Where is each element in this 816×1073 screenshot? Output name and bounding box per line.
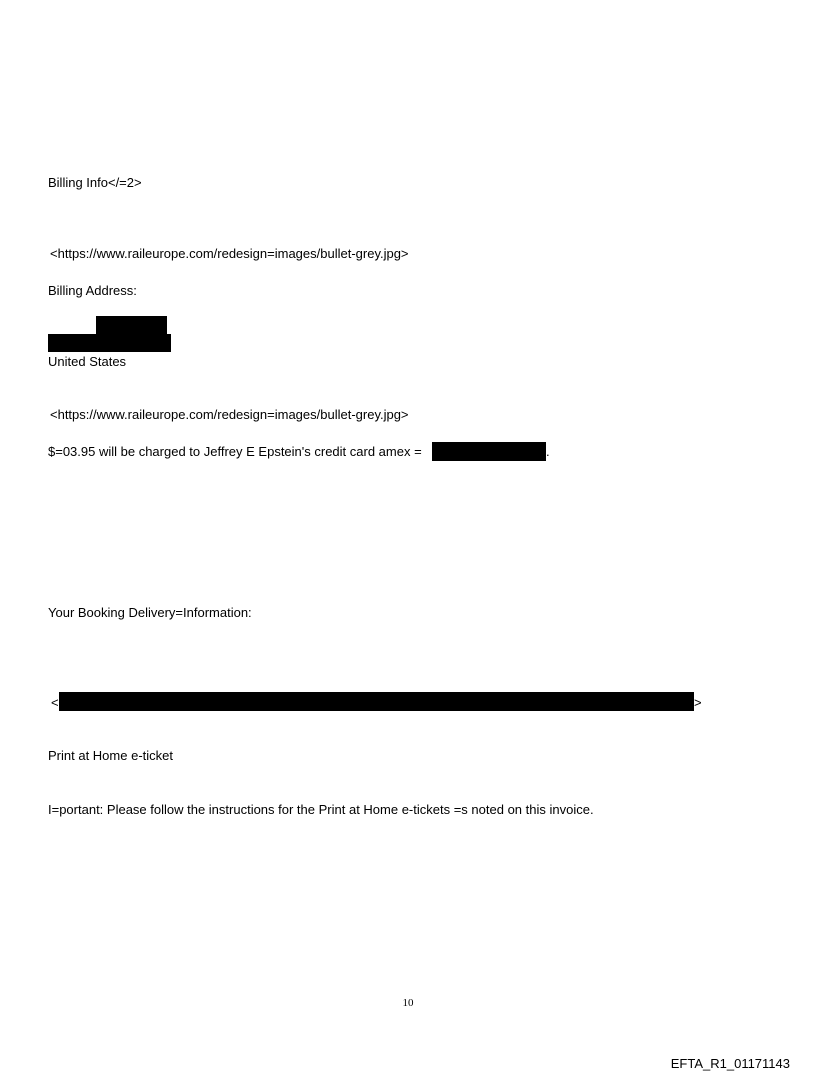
bates-number: EFTA_R1_01171143 [670, 1056, 790, 1071]
redaction-block-address-2 [48, 334, 171, 352]
redaction-block-address-1 [96, 316, 167, 335]
delivery-info-heading: Your Booking Delivery=Information: [48, 605, 252, 620]
delivery-method: Print at Home e-ticket [48, 748, 173, 763]
billing-address-label: Billing Address: [48, 283, 137, 298]
page-number: 10 [402, 997, 414, 1009]
charge-text: $=03.95 will be charged to Jeffrey E Epstein's credit card amex = [48, 444, 422, 459]
billing-info-heading: Billing Info</=2> [48, 175, 142, 190]
redaction-block-delivery-link [59, 692, 694, 711]
delivery-link-close: > [694, 695, 702, 710]
important-note: I=portant: Please follow the instructions for the Print at Home e-tickets =s noted on this invoice. [48, 802, 594, 817]
bullet-image-link-2: <https://www.raileurope.com/redesign=images/bullet-grey.jpg> [50, 407, 409, 422]
billing-country: United States [48, 354, 127, 369]
charge-end-punctuation: . [546, 444, 550, 459]
bullet-image-link-1: <https://www.raileurope.com/redesign=images/bullet-grey.jpg> [50, 246, 409, 261]
delivery-link-open: < [51, 695, 59, 710]
redaction-block-card-number [432, 442, 546, 461]
charge-statement [48, 444, 422, 460]
